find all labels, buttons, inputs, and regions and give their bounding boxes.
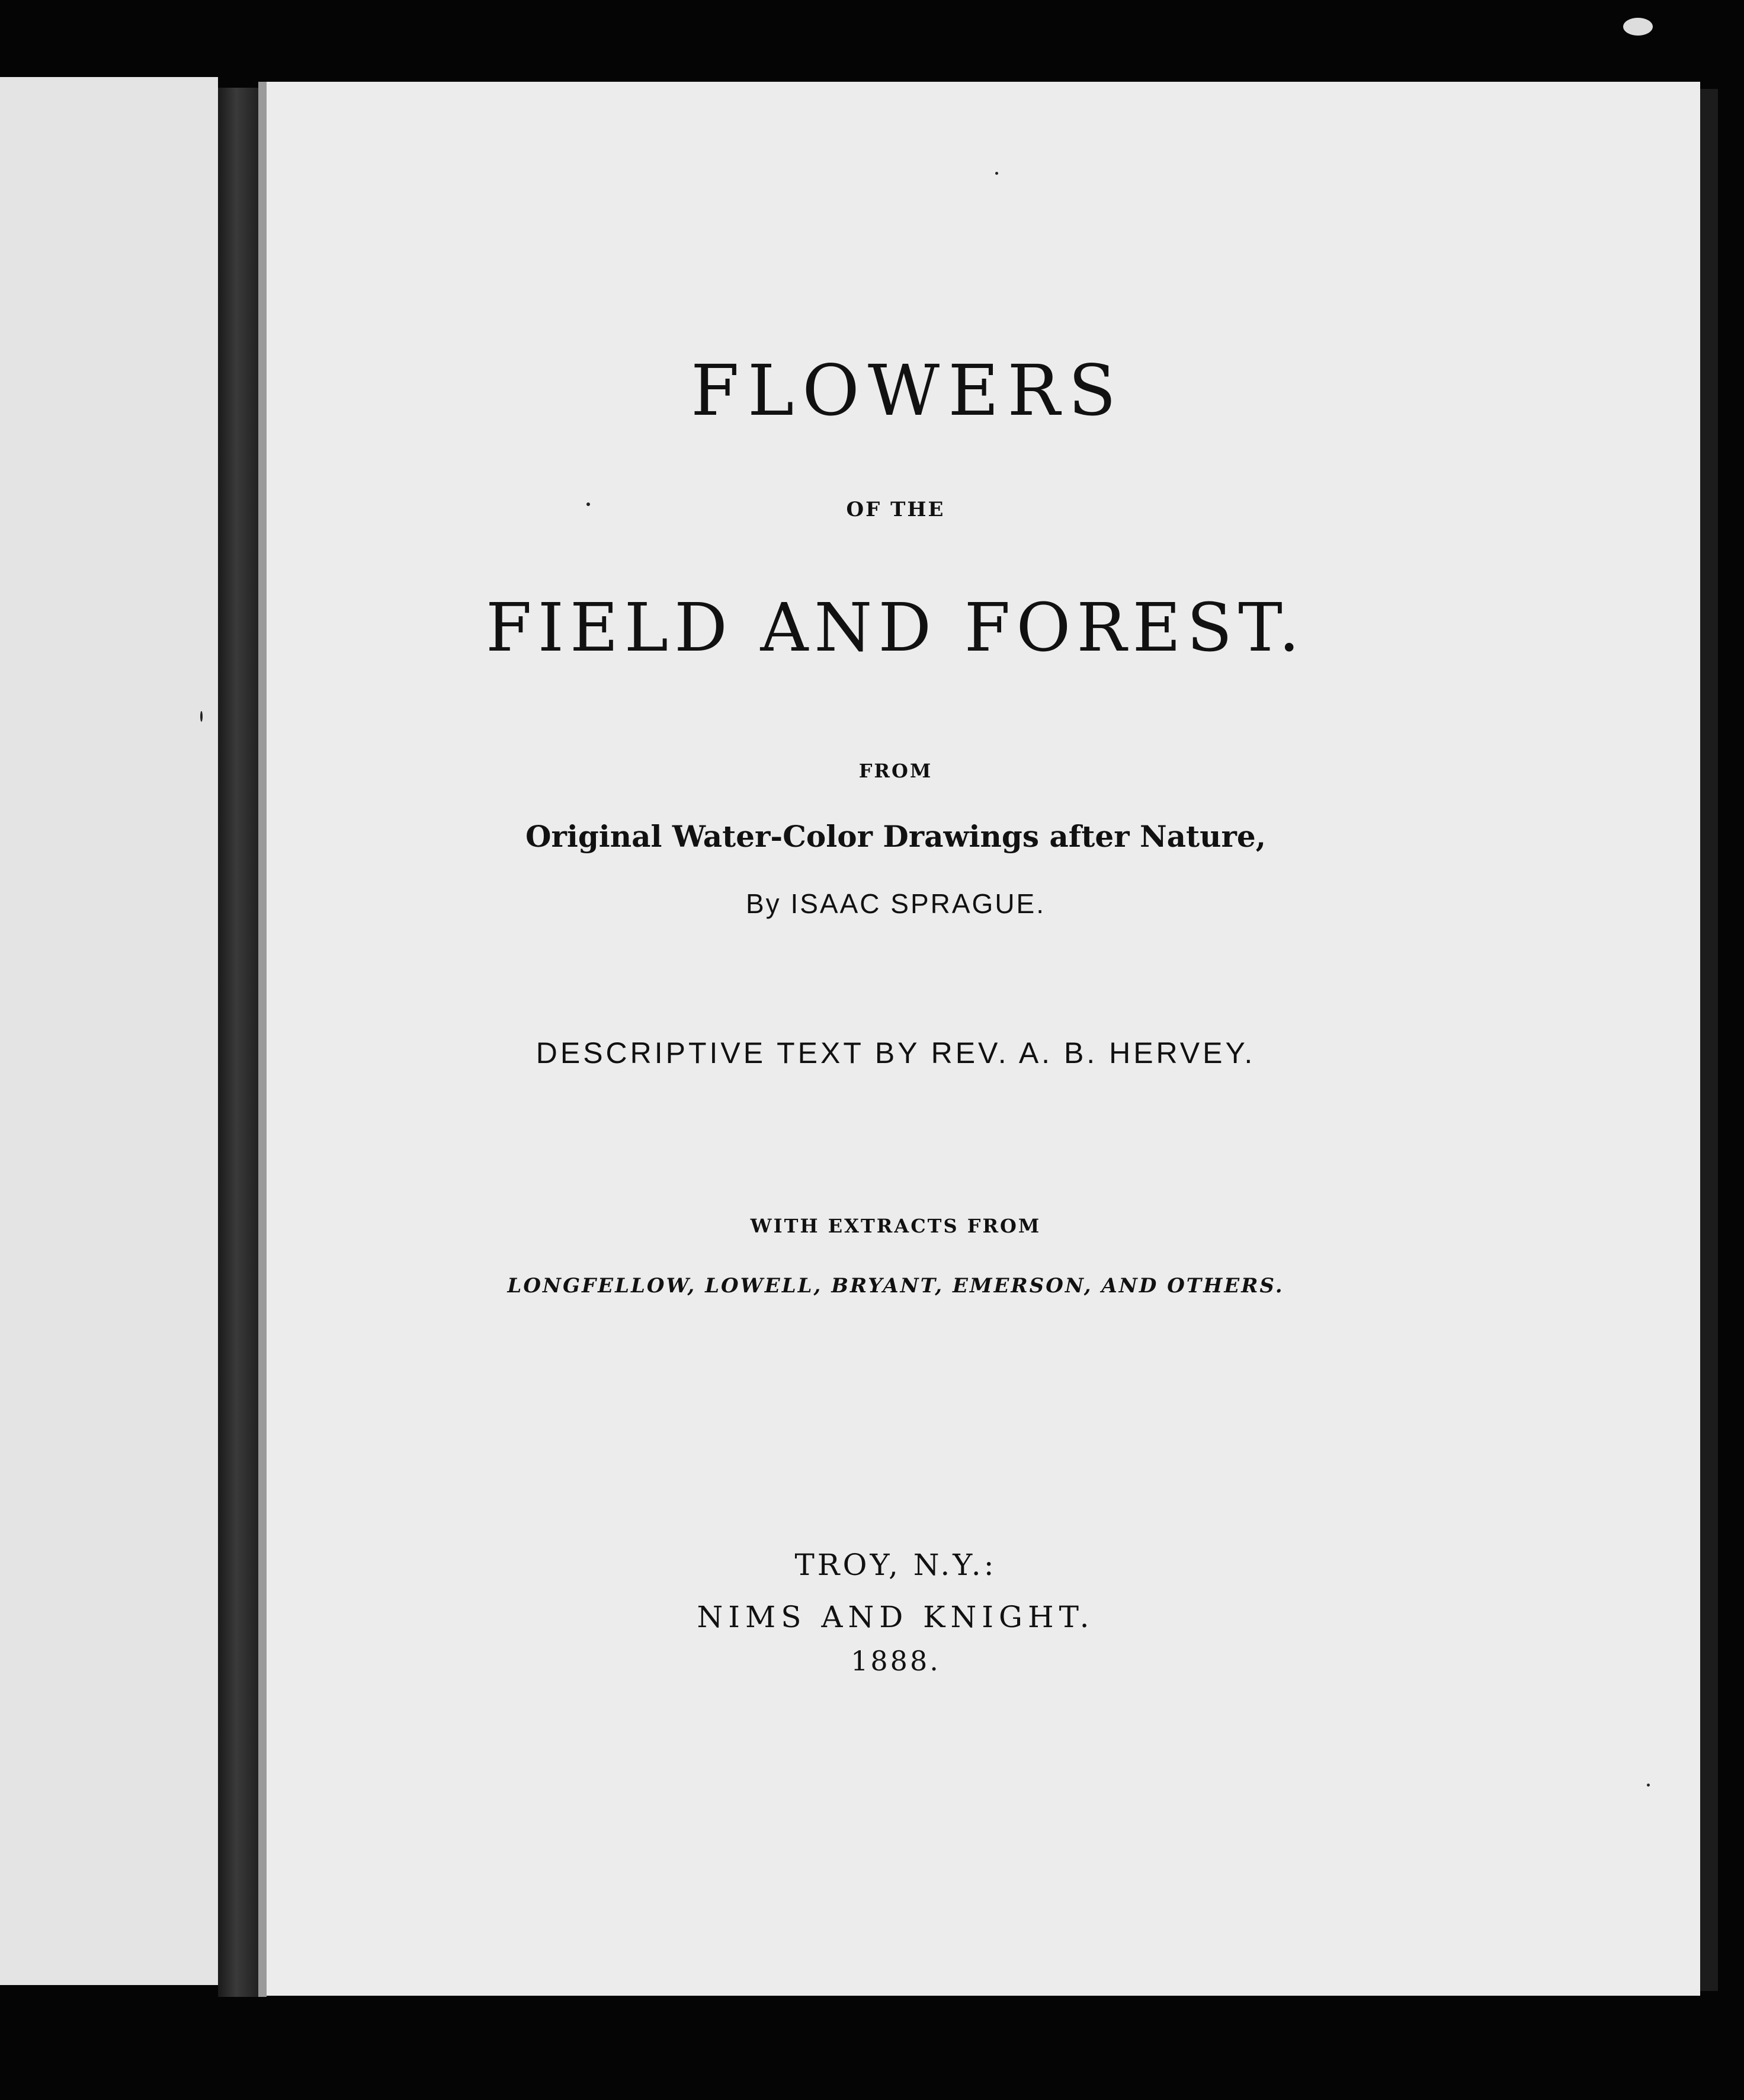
extracts-label: WITH EXTRACTS FROM	[750, 1215, 1041, 1237]
author-credit: DESCRIPTIVE TEXT BY REV. A. B. HERVEY.	[536, 1036, 1256, 1070]
illustrator-byline: By ISAAC SPRAGUE.	[745, 888, 1046, 919]
title-line-field-and-forest: FIELD AND FOREST.	[486, 590, 1306, 667]
title-connector: OF THE	[846, 498, 945, 521]
scan-speck	[995, 172, 998, 175]
imprint-place: TROY, N.Y.:	[794, 1548, 997, 1582]
imprint-year: 1888.	[851, 1645, 941, 1677]
scan-speck	[200, 711, 203, 722]
subtitle: Original Water-Color Drawings after Nature,	[525, 819, 1267, 854]
extract-authors: LONGFELLOW, LOWELL, BRYANT, EMERSON, AND OTHERS.	[507, 1274, 1284, 1298]
from-label: FROM	[858, 760, 933, 782]
imprint-publisher: NIMS AND KNIGHT.	[697, 1600, 1095, 1634]
title-line-flowers: FLOWERS	[690, 350, 1125, 431]
scan-speck	[1647, 1784, 1650, 1787]
scan-speck	[1623, 18, 1653, 36]
